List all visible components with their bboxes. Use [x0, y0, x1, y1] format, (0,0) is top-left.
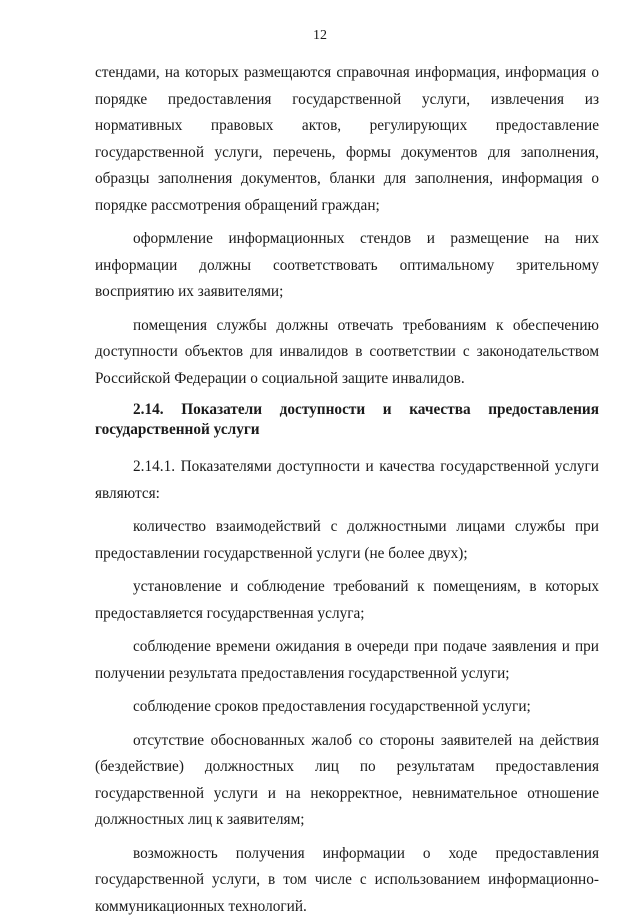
paragraph-indicators-intro: 2.14.1. Показателями доступности и качества государственной услуги являются: [95, 454, 599, 507]
paragraph-accessibility: помещения службы должны отвечать требованиям к обеспечению доступности объектов для инвалидов в соответствии с законодательством Российской Федерации о социальной защите инвалидов. [95, 313, 599, 393]
document-body [95, 60, 599, 920]
paragraph-stands: стендами, на которых размещаются справочная информация, информация о порядке предоставления государственной услуги, извлечения из нормативных правовых актов, регулирующих предоставление государственной услуги, перечень, формы документов для заполнения, образцы заполнения документов, бланки для заполнения, информация о порядке рассмотрения обращений граждан; [95, 60, 599, 219]
list-item-deadlines: соблюдение сроков предоставления государственной услуги; [95, 694, 599, 721]
page-number: 12 [0, 28, 640, 44]
paragraph-stand-design: оформление информационных стендов и размещение на них информации должны соответствовать оптимальному зрительному восприятию их заявителями; [95, 226, 599, 306]
list-item-interactions: количество взаимодействий с должностными лицами службы при предоставлении государственной услуги (не более двух); [95, 514, 599, 567]
section-heading: 2.14. Показатели доступности и качества предоставления государственной услуги [95, 400, 599, 440]
list-item-information: возможность получения информации о ходе предоставления государственной услуги, в том числе с использованием информационно-коммуникационных технологий. [95, 841, 599, 920]
list-item-waiting-time: соблюдение времени ожидания в очереди при подаче заявления и при получении результата предоставления государственной услуги; [95, 634, 599, 687]
list-item-complaints: отсутствие обоснованных жалоб со стороны заявителей на действия (бездействие) должностных лиц по результатам предоставления государственной услуги и на некорректное, невнимательное отношение должностных лиц к заявителям; [95, 728, 599, 834]
list-item-premises: установление и соблюдение требований к помещениям, в которых предоставляется государственная услуга; [95, 574, 599, 627]
